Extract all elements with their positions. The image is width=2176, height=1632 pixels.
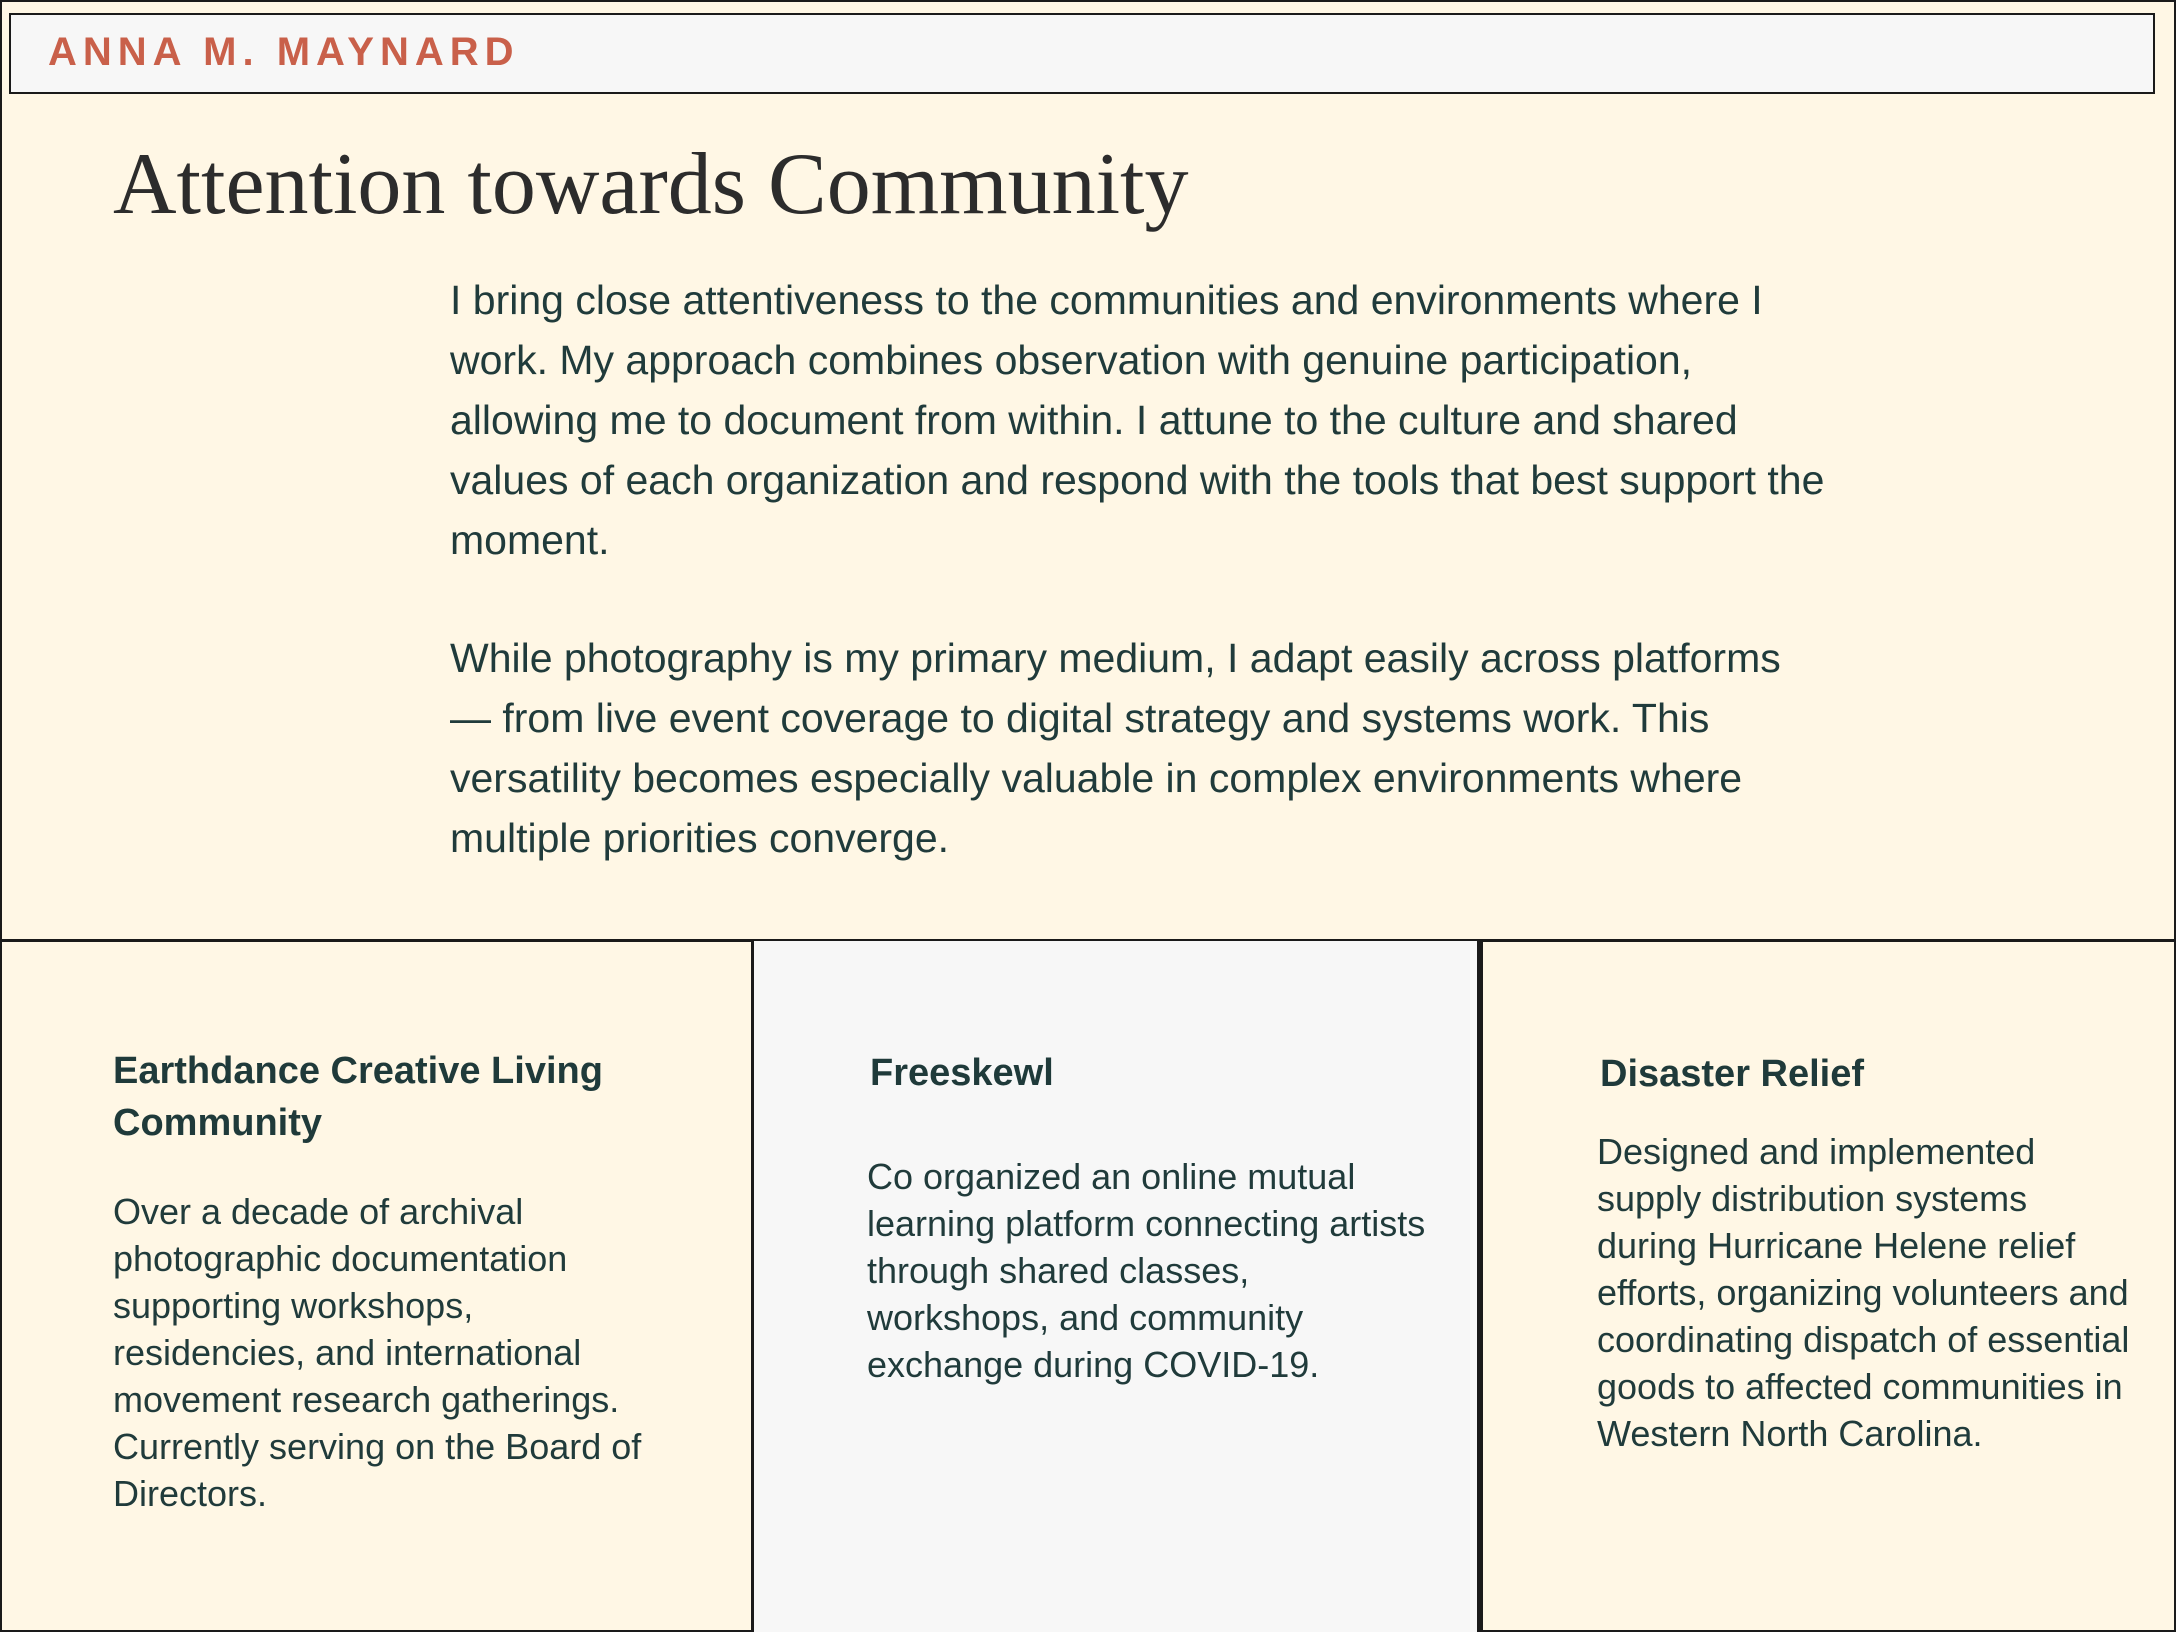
card-title: Freeskewl	[870, 1052, 1054, 1094]
intro-paragraph: While photography is my primary medium, I adapt easily across platforms — from live event coverage to digital strategy and systems work. This versatility becomes especially valuable in complex environments where multiple priorities converge.	[450, 635, 1781, 861]
intro-paragraph: I bring close attentiveness to the communities and environments where I work. My approach combines observation with genuine participation, allowing me to document from within. I attune to the culture and shared values of each organization and respond with the tools that best support the moment.	[450, 277, 1825, 563]
card-freeskewl	[751, 941, 1480, 1632]
card-body: Co organized an online mutual learning platform connecting artists through shared classes, workshops, and community exchange during COVID-19.	[867, 1156, 1426, 1385]
card-earthdance	[0, 941, 751, 1632]
page-title: Attention towards Community	[113, 136, 1189, 233]
card-title: Earthdance Creative Living Community	[113, 1050, 603, 1144]
card-body: Over a decade of archival photographic documentation supporting workshops, residencies, and international movement research gatherings. Currently serving on the Board of Directors.	[113, 1191, 642, 1514]
card-title: Disaster Relief	[1600, 1053, 1865, 1095]
site-header	[9, 13, 2155, 94]
card-body: Designed and implemented supply distribution systems during Hurricane Helene relief efforts, organizing volunteers and coordinating dispatch of essential goods to affected communities in Western North Carolina.	[1597, 1131, 2130, 1454]
card-disaster-relief	[1480, 941, 2176, 1632]
intro-section	[450, 270, 1830, 926]
site-brand[interactable]: ANNA M. MAYNARD	[48, 30, 520, 74]
